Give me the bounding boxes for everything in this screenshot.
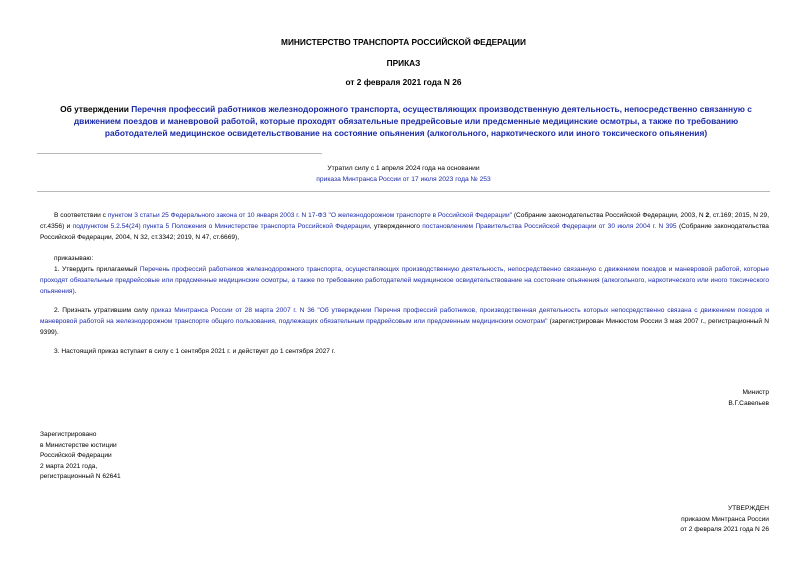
ministry-heading: МИНИСТЕРСТВО ТРАНСПОРТА РОССИЙСКОЙ ФЕДЕРАЦИИ [281,37,526,47]
signature-position: Министр [742,389,769,396]
paragraph-legal-basis [40,211,769,243]
order-word: приказываю: [54,255,94,262]
p3-text-1: 2. Признать утратившим силу [54,307,151,314]
approved-line-1: УТВЕРЖДЕН [727,505,769,512]
approved-line-2: приказом Минтранса России [681,515,769,523]
document-date: от 2 февраля 2021 года N 26 [345,77,462,87]
government-decree-link[interactable]: постановлением Правительства Российской Федерации от 30 июля 2004 г. N 395 [422,222,677,230]
p2-text-1: 1. Утвердить прилагаемый [54,266,140,273]
approved-line-3: от 2 февраля 2021 года N 26 [680,526,769,534]
p3-text-2: (зарегистрирован Минюстом России 3 мая 2007 г., регистрационный N 9399). [40,317,769,336]
p1-text-5: (Собрание законодательства Российской Федерации, 2004, N 32, ст.3342; 2019, N 47, ст.6669), [40,222,769,241]
registration-line-5: регистрационный N 62641 [40,473,121,481]
document-title [48,103,764,140]
p1-text-4: , утвержденного [369,222,423,230]
note-divider [37,191,770,192]
top-divider [37,153,322,154]
repealed-order-link[interactable]: приказ Минтранса России от 28 марта 2007 г. N 36 "Об утверждении Перечня профессий работников, производственная деятельность которых непосредственно связана с движением поездов и маневровой работой на железнодорожном транспорте общего пользования, подлежащих обязательным предрейсовым или предсменным медицинским осмотрам" [40,307,769,325]
registration-block [40,430,121,483]
status-note-link-line [0,176,807,183]
repeal-order-link[interactable]: приказа Минтранса России от 17 июля 2023 года № 253 [316,176,491,183]
paragraph-item-2 [40,306,769,338]
p1-text-1: В соответствии с [54,212,108,219]
p1-text-3: , ст.169; 2015, N 29, ст.4356) и [40,212,770,230]
approved-block [519,504,769,536]
p1-bold-number: 2 [705,212,710,219]
p1-text-2: (Собрание законодательства Российской Федерации, 2003, N [511,212,706,219]
registration-line-4: 2 марта 2021 года, [40,462,98,470]
registration-line-2: в Министерстве юстиции [40,441,117,449]
paragraph-item-1 [40,265,769,297]
document-type: ПРИКАЗ [386,58,421,68]
title-link[interactable]: Перечня профессий работников железнодорожного транспорта, осуществляющих производственную деятельность, непосредственно связанную с движением поездов и маневровой работой, которые проходят обязательные предрейсовые или предсменные медицинские осмотры, а также по требованию работодателей медицинское освидетельствование на состояние опьянения (алкогольного, наркотического или иного токсического опьянения) [73,104,752,139]
title-prefix: Об утверждении [60,104,132,114]
status-note: Утратил силу с 1 апреля 2024 года на основании [327,165,480,172]
signature-name: В.Г.Савельев [728,400,769,407]
ministry-regulation-link[interactable]: подпунктом 5.2.54(24) пункта 5 Положения о Министерстве транспорта Российской Федерации [72,222,370,230]
paragraph-item-3: 3. Настоящий приказ вступает в силу с 1 сентября 2021 г. и действует до 1 сентября 2027 г. [54,348,336,355]
federal-law-link[interactable]: пунктом 3 статьи 25 Федерального закона от 10 января 2003 г. N 17-ФЗ "О железнодорожном транспорте в Российской Федерации" [107,212,512,219]
p2-text-2: . [74,287,77,295]
registration-line-3: Российской Федерации [40,452,112,460]
registration-line-1: Зарегистрировано [40,431,97,438]
approved-list-link[interactable]: Перечень профессий работников железнодорожного транспорта, осуществляющих производственную деятельность, непосредственно связанную с движением поездов и маневровой работой, которые проходят обязательные предрейсовые или предсменные медицинские осмотры, а также по требованию работодателей медицинское освидетельствование на состояние опьянения (алкогольного, наркотического или иного токсического опьянения) [40,266,769,295]
